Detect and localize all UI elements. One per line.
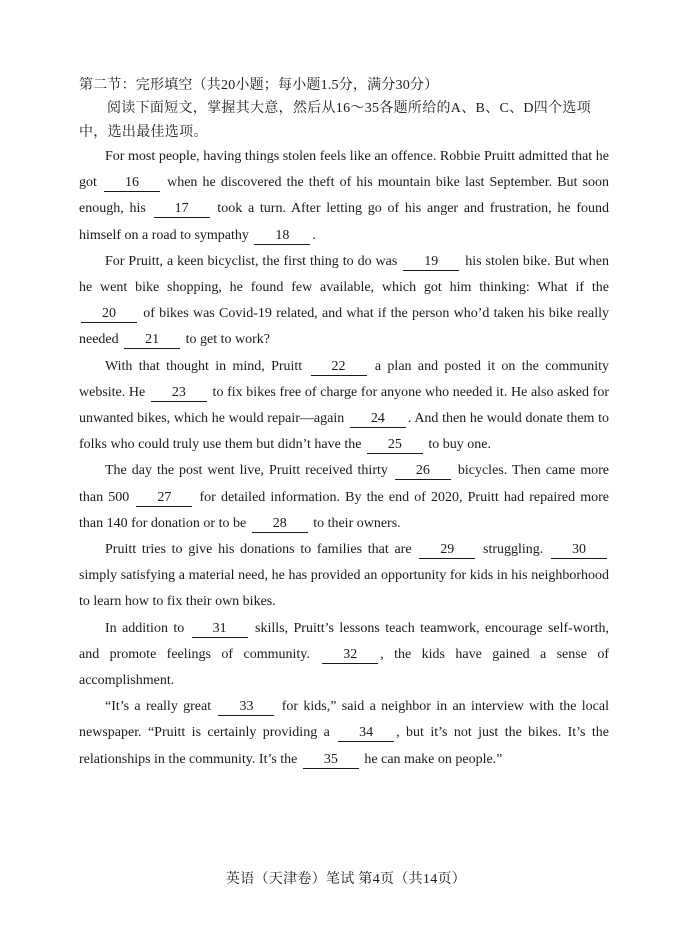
passage-text: took a turn. After letting go of his anger and frustration, he found himself on a road to sympathy xyxy=(79,201,609,243)
blank-17: 17 xyxy=(154,201,210,218)
passage-text: for kids,” said a neighbor in an interview with the local newspaper. “Pruitt is certainly providing a xyxy=(79,699,609,741)
blank-27: 27 xyxy=(136,490,192,507)
blank-33: 33 xyxy=(218,699,274,716)
passage-paragraph xyxy=(79,616,609,695)
passage-text: simply satisfying a material need, he has provided an opportunity for kids in his neighborhood to learn how to fix their own bikes. xyxy=(79,568,609,610)
passage-text: skills, Pruitt’s lessons teach teamwork, encourage self-worth, and promote feelings of community. xyxy=(79,620,609,662)
passage-paragraph xyxy=(79,249,609,354)
page-footer: 英语（天津卷）笔试 第4页（共14页） xyxy=(225,872,467,887)
passage-text: struggling. xyxy=(477,542,550,558)
blank-22: 22 xyxy=(311,359,367,376)
passage-text: bicycles. Then came more than 500 xyxy=(79,463,610,505)
passage-text: to their owners. xyxy=(309,515,401,531)
passage-text: For most people, having things stolen feels like an offence. Robbie Pruitt admitted that he got xyxy=(79,149,609,191)
cloze-passage xyxy=(79,144,609,773)
instructions: 阅读下面短文，掌握其大意，然后从16～35各题所给的A、B、C、D四个选项中，选出最佳选项。 xyxy=(79,101,591,140)
blank-32: 32 xyxy=(322,647,378,664)
passage-paragraph xyxy=(79,458,609,537)
blank-18: 18 xyxy=(254,228,310,245)
passage-text: For Pruitt, a keen bicyclist, the first thing to do was xyxy=(105,253,402,269)
passage-text: With that thought in mind, Pruitt xyxy=(105,358,309,374)
blank-26: 26 xyxy=(395,463,451,480)
blank-23: 23 xyxy=(151,385,207,402)
passage-text: The day the post went live, Pruitt received thirty xyxy=(105,463,393,479)
passage-text: , but it’s not just the bikes. It’s the relationships in the community. It’s the xyxy=(79,725,609,767)
passage-text: his stolen bike. But when he went bike shopping, he found few available, which got him thinking: What if the xyxy=(79,253,609,296)
passage-text: to get to work? xyxy=(182,332,271,348)
passage-text: to buy one. xyxy=(424,437,492,453)
passage-text: to fix bikes free of charge for anyone who needed it. He also asked for unwanted bikes, which he would repair—again xyxy=(79,384,609,427)
passage-text: . And then he would donate them to folks who could truly use them but didn’t have the xyxy=(79,411,609,453)
passage-paragraph xyxy=(79,537,609,616)
passage-text: for detailed information. By the end of 2020, Pruitt had repaired more than 140 for donation or to be xyxy=(79,489,609,531)
passage-paragraph xyxy=(79,144,609,249)
passage-text: In addition to xyxy=(105,620,190,636)
passage-text: “It’s a really great xyxy=(105,699,217,715)
blank-29: 29 xyxy=(419,542,475,559)
blank-16: 16 xyxy=(104,175,160,192)
passage-text: when he discovered the theft of his mountain bike last September. But soon enough, his xyxy=(79,175,610,217)
blank-31: 31 xyxy=(192,621,248,638)
passage-text: , the kids have gained a sense of accomplishment. xyxy=(79,646,609,689)
passage-text: Pruitt tries to give his donations to families that are xyxy=(105,542,418,558)
blank-30: 30 xyxy=(551,542,607,559)
passage-text: of bikes was Covid-19 related, and what if the person who’d taken his bike really needed xyxy=(79,306,609,348)
passage-text: he can make on people.” xyxy=(360,751,503,767)
blank-35: 35 xyxy=(303,752,359,769)
blank-21: 21 xyxy=(124,332,180,349)
blank-28: 28 xyxy=(252,516,308,533)
blank-20: 20 xyxy=(81,306,137,323)
passage-text: . xyxy=(312,227,316,243)
blank-24: 24 xyxy=(350,411,406,428)
passage-paragraph xyxy=(79,694,609,773)
blank-25: 25 xyxy=(367,437,423,454)
passage-paragraph xyxy=(79,354,609,459)
blank-19: 19 xyxy=(403,254,459,271)
section-title: 第二节：完形填空（共20小题；每小题1.5分，满分30分） xyxy=(79,78,439,93)
passage-text: a plan and posted it on the community website. He xyxy=(79,358,609,400)
blank-34: 34 xyxy=(338,725,394,742)
